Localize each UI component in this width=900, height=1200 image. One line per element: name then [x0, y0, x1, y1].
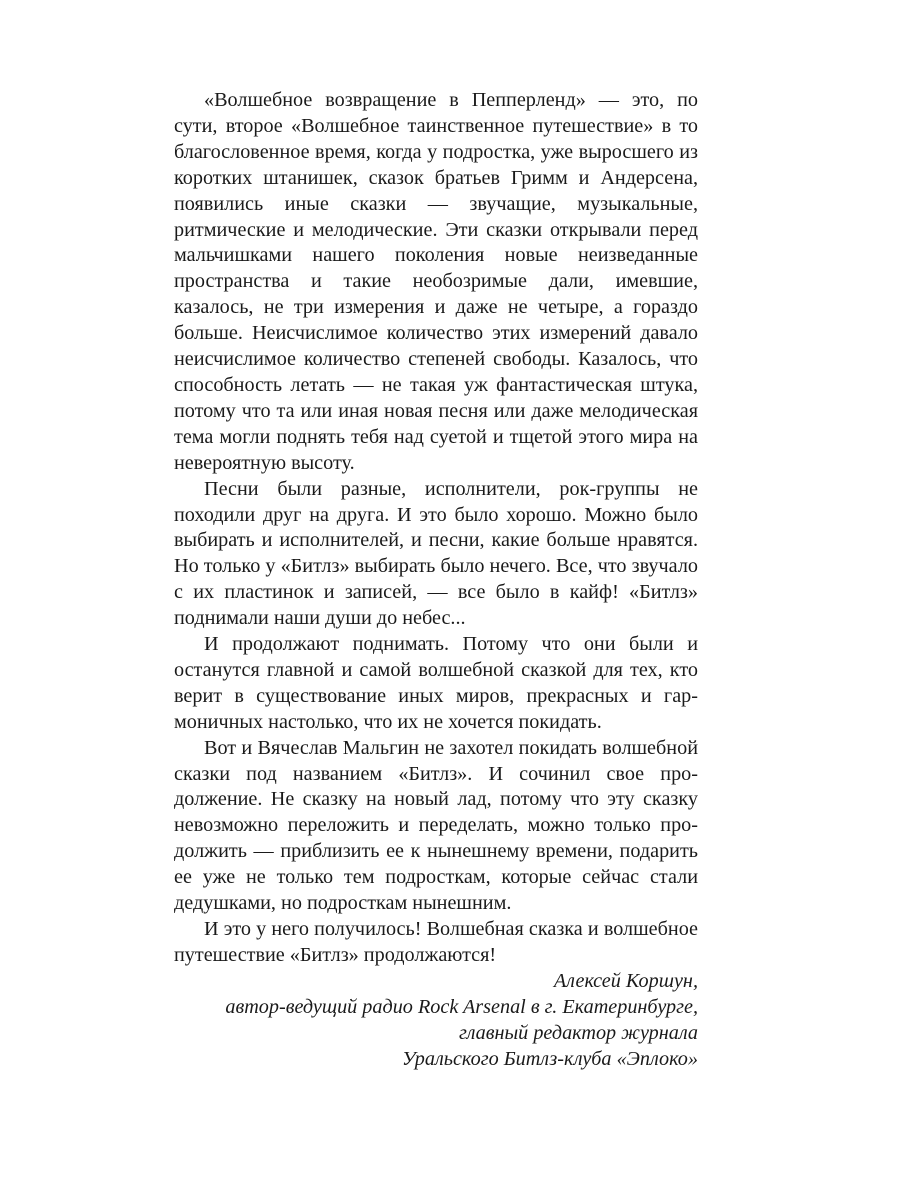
paragraph-5: И это у него получилось! Волшебная сказка и волшебное путешествие «Битлз» продолжаются! — [174, 918, 698, 966]
document-page — [174, 88, 698, 1072]
signature-block — [174, 969, 698, 1073]
signature-role-line: автор-ведущий радио Rock Arsenal в г. Екатеринбурге, — [225, 995, 698, 1018]
signature-club-line: Уральского Битлз-клуба «Эплоко» — [402, 1047, 698, 1070]
signature-editor-line: главный редактор журнала — [458, 1021, 698, 1044]
paragraph-3: И продолжают поднимать. Потому что они были и останутся главной и самой волшебной сказкой для тех, кто верит в существование иных миров, прекрасных и гармоничных настолько, что их не хочется покидать. — [174, 633, 698, 733]
signature-author-name: Алексей Коршун, — [553, 969, 698, 992]
paragraph-1: «Волшебное возвращение в Пепперленд» — это, по сути, второе «Волшебное таинственное путешествие» в то благословенное время, когда у подростка, уже выросшего из коротких штанишек, сказок братьев Гримм и Андерсена, появились иные сказки — звучащие, музыкальные, ритмические и мелодические. Эти сказки открывали перед мальчишками нашего поколения новые неизведанные пространства и такие необозримые дали, имевшие, казалось, не три измерения и даже не четыре, а гораздо больше. Неисчислимое количество этих измерений давало неисчислимое количество степеней свободы. Казалось, что способность летать — не такая уж фантастическая штука, потому что та или иная новая песня или даже мелодическая тема могли поднять тебя над суетой и тщетой этого мира на невероятную высоту. — [174, 89, 698, 474]
paragraph-4: Вот и Вячеслав Мальгин не захотел покидать волшебной сказки под названием «Битлз». И сочинил свое продолжение. Не сказку на новый лад, потому что эту сказку невозможно переложить и переделать, можно только продолжить — приблизить ее к нынешнему времени, подарить ее уже не только тем подросткам, которые сейчас стали дедушками, но подросткам нынешним. — [174, 736, 698, 915]
paragraph-2: Песни были разные, исполнители, рок-группы не походили друг на друга. И это было хорошо. Можно было выбирать и исполнителей, и песни, какие больше нравятся. Но только у «Битлз» выбирать было нечего. Все, что звучало с их пластинок и записей, — все было в кайф! «Битлз» поднимали наши души до небес... — [174, 477, 698, 630]
